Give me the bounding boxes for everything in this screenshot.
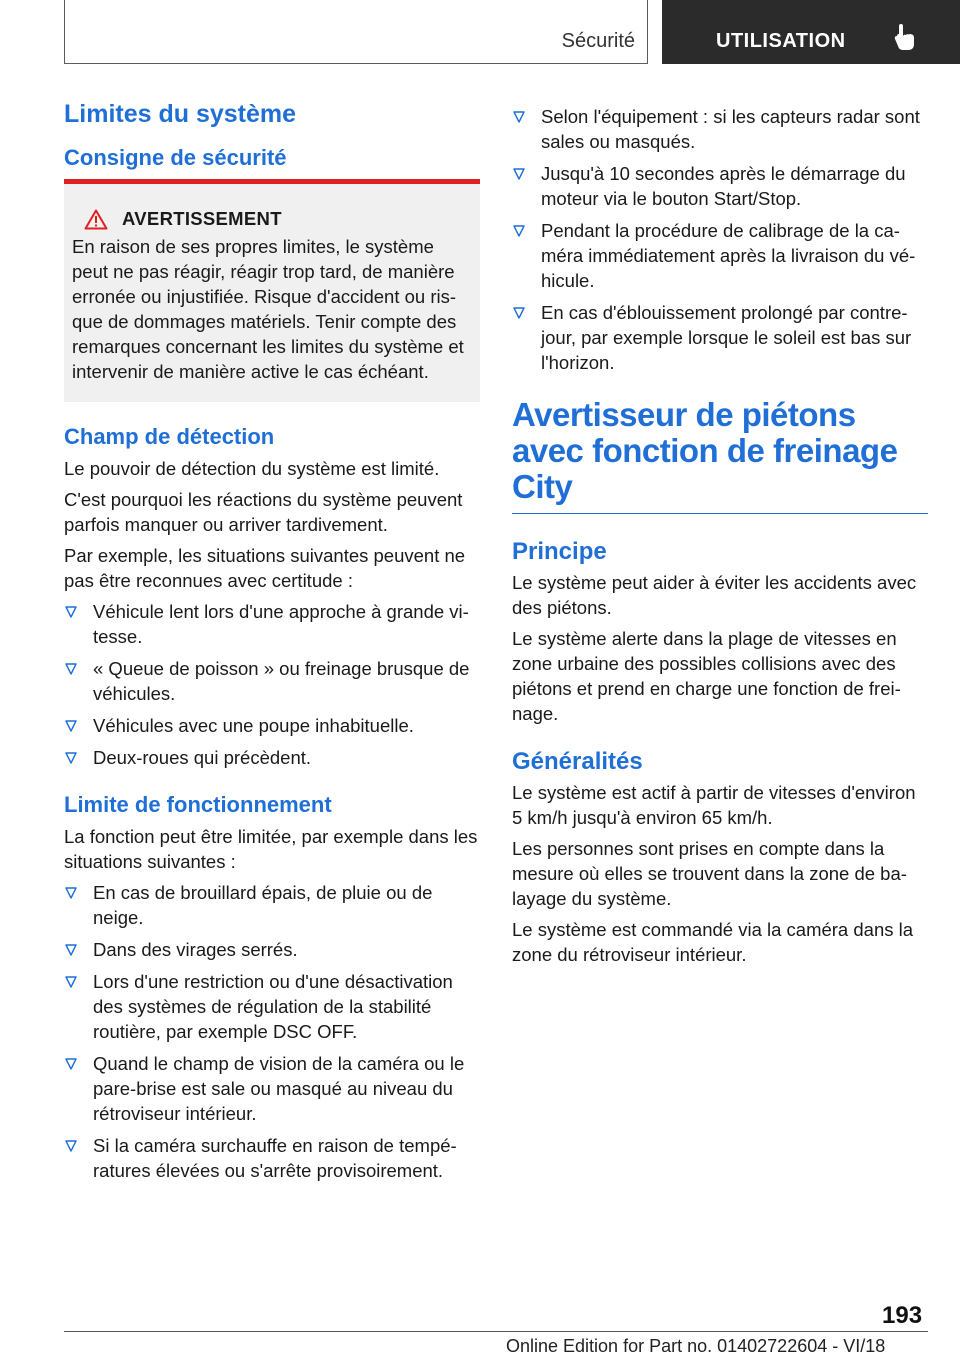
chapter-title-pedestrian-warning: Avertisseur de piétons avec fonction de freinage City <box>512 397 928 514</box>
paragraph: Le système est actif à partir de vitesses d'environ 5 km/h jusqu'à environ 65 km/h. <box>512 782 916 828</box>
triangle-bullet-icon <box>65 887 77 899</box>
paragraph: Le système alerte dans la plage de vitesses en zone urbaine des possibles collisions avec des piétons et prend en charge une fonction de frei-nage. <box>512 628 901 724</box>
list-item <box>64 656 480 706</box>
list-item-text: Véhicules avec une poupe inhabituelle. <box>93 715 414 736</box>
list-item-text: En cas d'éblouissement prolongé par contre-jour, par exemple lorsque le soleil est bas sur l'horizon. <box>541 302 912 373</box>
subheading-principle: Principe <box>512 538 607 565</box>
list-item <box>64 969 480 1044</box>
header-chapter-title: UTILISATION <box>716 30 846 52</box>
triangle-bullet-icon <box>65 720 77 732</box>
triangle-bullet-icon <box>513 168 525 180</box>
list-item-text: Pendant la procédure de calibrage de la ca-méra immédiatement après la livraison du vé-hicule. <box>541 220 916 291</box>
warning-triangle-icon <box>84 209 108 230</box>
list-item <box>512 104 928 154</box>
subheading-detection: Champ de détection <box>64 424 275 449</box>
subheading-safety: Consigne de sécurité <box>64 145 287 170</box>
triangle-bullet-icon <box>513 225 525 237</box>
paragraph: Les personnes sont prises en compte dans la mesure où elles se trouvent dans la zone de ba-layage du système. <box>512 838 907 909</box>
list-item-text: Véhicule lent lors d'une approche à grande vi-tesse. <box>93 601 469 647</box>
list-item <box>64 1051 480 1126</box>
subheading-general: Généralités <box>512 748 643 775</box>
subheading-limit: Limite de fonctionnement <box>64 792 332 817</box>
paragraph: Par exemple, les situations suivantes peuvent ne pas être reconnues avec certitude : <box>64 545 466 591</box>
paragraph: Le système peut aider à éviter les accidents avec des piétons. <box>512 572 917 618</box>
warning-label: AVERTISSEMENT <box>122 208 282 229</box>
list-item-text: Dans des virages serrés. <box>93 939 298 960</box>
page-number: 193 <box>882 1302 923 1329</box>
list-item <box>512 218 928 293</box>
limit-list <box>64 880 480 1183</box>
paragraph: Le système est commandé via la caméra dans la zone du rétroviseur intérieur. <box>512 919 914 965</box>
list-item <box>64 713 480 738</box>
paragraph: La fonction peut être limitée, par exemple dans les situations suivantes : <box>64 826 478 872</box>
list-item <box>512 161 928 211</box>
list-item-text: Selon l'équipement : si les capteurs radar sont sales ou masqués. <box>541 106 920 152</box>
footer-edition: Online Edition for Part no. 01402722604 - VI/18 <box>506 1336 886 1356</box>
header-chapter-box <box>662 0 960 64</box>
list-item-text: Si la caméra surchauffe en raison de tempé-ratures élevées ou s'arrête provisoirement. <box>93 1135 457 1181</box>
triangle-bullet-icon <box>65 1140 77 1152</box>
list-item-text: Jusqu'à 10 secondes après le démarrage du moteur via le bouton Start/Stop. <box>541 163 906 209</box>
left-column <box>64 96 480 1193</box>
section-title-limits: Limites du système <box>64 100 297 128</box>
list-item <box>64 599 480 649</box>
warning-header <box>72 208 472 230</box>
triangle-bullet-icon <box>65 1058 77 1070</box>
pointing-hand-icon <box>894 24 916 52</box>
triangle-bullet-icon <box>65 663 77 675</box>
warning-box <box>64 179 480 402</box>
list-item-text: « Queue de poisson » ou freinage brusque de véhicules. <box>93 658 470 704</box>
limit-list-continued <box>512 104 928 375</box>
triangle-bullet-icon <box>65 752 77 764</box>
header-section-box <box>64 0 648 64</box>
triangle-bullet-icon <box>513 307 525 319</box>
footer-divider <box>64 1331 928 1332</box>
list-item-text: Lors d'une restriction ou d'une désactivation des systèmes de régulation de la stabilité routière, par exemple DSC OFF. <box>93 971 453 1042</box>
detection-list <box>64 599 480 770</box>
triangle-bullet-icon <box>65 976 77 988</box>
list-item-text: Deux-roues qui précèdent. <box>93 747 312 768</box>
header-section-title: Sécurité <box>561 30 635 52</box>
triangle-bullet-icon <box>65 944 77 956</box>
list-item <box>64 1133 480 1183</box>
list-item-text: Quand le champ de vision de la caméra ou le pare-brise est sale ou masqué au niveau du rétroviseur intérieur. <box>93 1053 465 1124</box>
list-item <box>64 937 480 962</box>
list-item <box>64 880 480 930</box>
list-item <box>512 300 928 375</box>
triangle-bullet-icon <box>513 111 525 123</box>
paragraph: Le pouvoir de détection du système est limité. <box>64 458 440 479</box>
list-item-text: En cas de brouillard épais, de pluie ou de neige. <box>93 882 433 928</box>
triangle-bullet-icon <box>65 606 77 618</box>
warning-text: En raison de ses propres limites, le système peut ne pas réagir, réagir trop tard, de manière erronée ou injustifiée. Risque d'accident ou ris-que de dommages matériels. Tenir compte des remarques concernant les limites du système et intervenir de manière active le cas échéant. <box>72 236 464 382</box>
paragraph: C'est pourquoi les réactions du système peuvent parfois manquer ou arriver tardivement. <box>64 489 463 535</box>
list-item <box>64 745 480 770</box>
right-column <box>512 96 928 973</box>
